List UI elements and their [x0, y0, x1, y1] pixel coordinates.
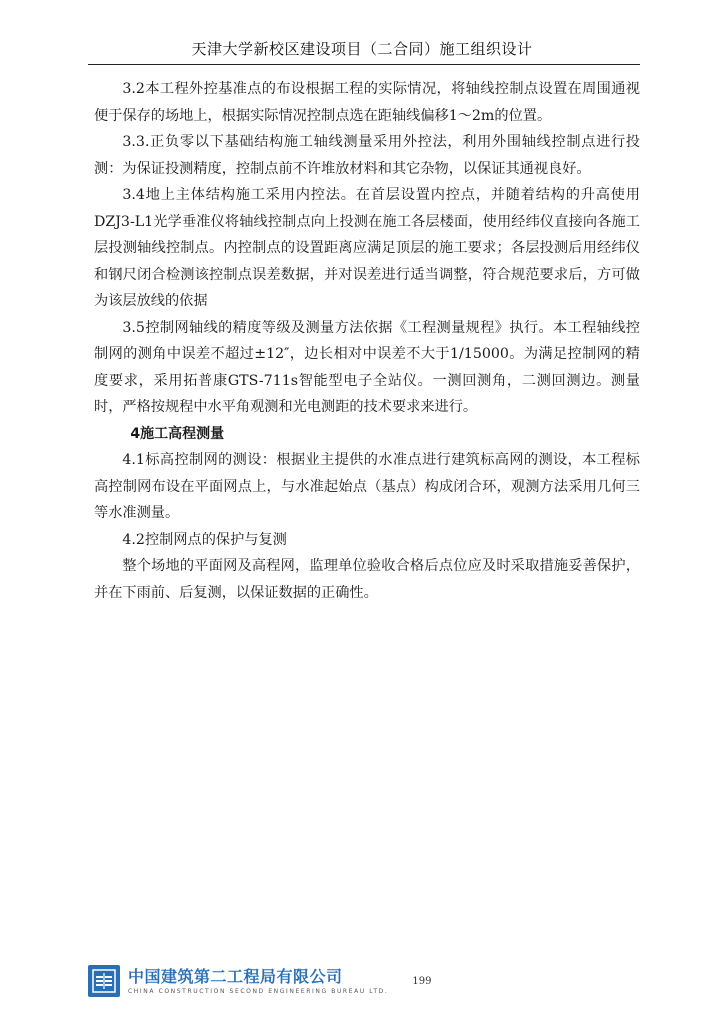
company-name-block — [128, 967, 388, 996]
paragraph-3-2: 3.2本工程外控基准点的布设根据工程的实际情况，将轴线控制点设置在周围通视便于保存的场地上，根据实际情况控制点选在距轴线偏移1～2m的位置。 — [94, 81, 640, 124]
page-header-title: 天津大学新校区建设项目（二合同）施工组织设计 — [191, 40, 533, 58]
page-number: 199 — [412, 975, 432, 987]
header-divider — [88, 64, 640, 65]
paragraph-4-2-body: 整个场地的平面网及高程网，监理单位验收合格后点位应及时采取措施妥善保护，并在下雨前、后复测，以保证数据的正确性。 — [94, 558, 640, 601]
page-footer — [88, 962, 432, 1000]
paragraph-4-1: 4.1标高控制网的测设：根据业主提供的水准点进行建筑标高网的测设，本工程标高控制网布设在平面网点上，与水准起始点（基点）构成闭合环，观测方法采用几何三等水准测量。 — [94, 452, 640, 521]
paragraph-3-4: 3.4地上主体结构施工采用内控法。在首层设置内控点，并随着结构的升高使用DZJ3-L1光学垂准仪将轴线控制点向上投测在施工各层楼面，使用经纬仪直接向各施工层投测轴线控制点。内控制点的设置距离应满足顶层的施工要求；各层投测后用经纬仪和钢尺闭合检测该控制点误差数据，并对误差进行适当调整，符合规范要求后，方可做为该层放线的依据 — [94, 187, 640, 309]
paragraph-3-5: 3.5控制网轴线的精度等级及测量方法依据《工程测量规程》执行。本工程轴线控制网的测角中误差不超过±12″，边长相对中误差不大于1/15000。为满足控制网的精度要求，采用拓普康GTS-711s智能型电子全站仪。一测回测角，二测回测边。测量时，严格按规程中水平角观测和光电测距的技术要求来进行。 — [94, 319, 640, 415]
document-body — [94, 76, 640, 606]
company-name-en: CHINA CONSTRUCTION SECOND ENGINEERING BUREAU LTD. — [128, 987, 389, 995]
section-heading-4: 4施工高程测量 — [130, 425, 225, 442]
company-name-cn: 中国建筑第二工程局有限公司 — [128, 966, 343, 986]
paragraph-3-3: 3.3.正负零以下基础结构施工轴线测量采用外控法，利用外围轴线控制点进行投测：为保证投测精度，控制点前不许堆放材料和其它杂物，以保证其通视良好。 — [94, 134, 640, 177]
cscec-logo-icon — [88, 965, 120, 997]
paragraph-4-2: 4.2控制网点的保护与复测 — [122, 531, 287, 548]
